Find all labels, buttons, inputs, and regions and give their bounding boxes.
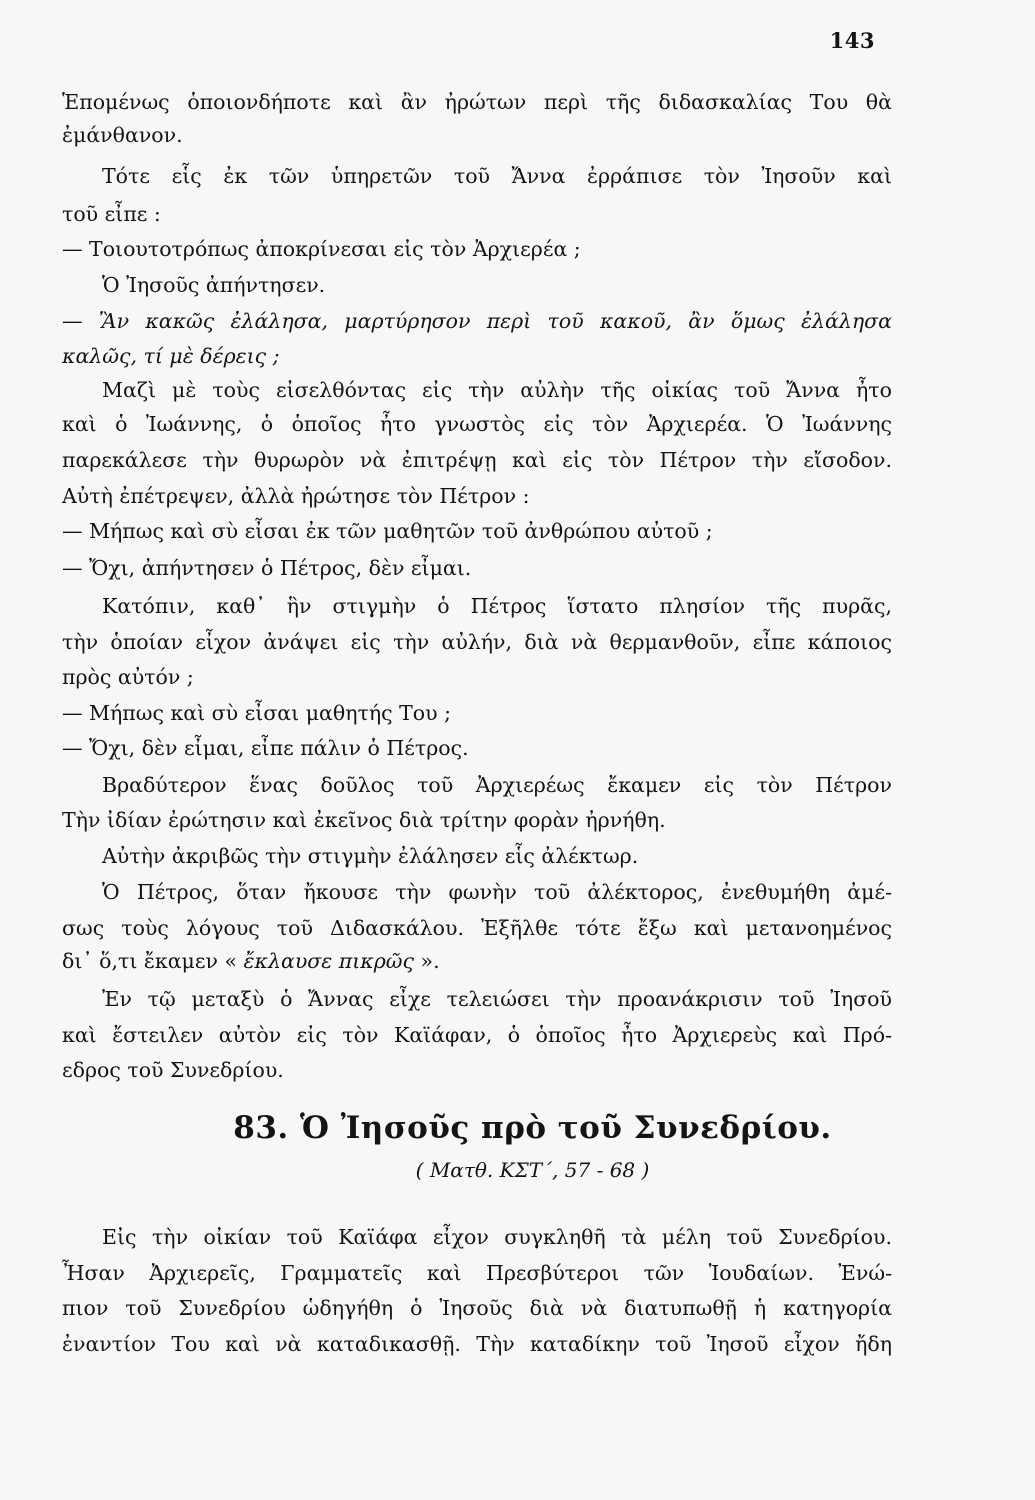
text-line: Ἦσαν Ἀρχιερεῖς, Γραμματεῖς καὶ Πρεσβύτεροι τῶν Ἰουδαίων. Ἐνώ-	[62, 1261, 892, 1285]
text-line: — Μήπως καὶ σὺ εἶσαι ἐκ τῶν μαθητῶν τοῦ ἀνθρώπου αὐτοῦ ;	[62, 519, 713, 543]
text-line: τοῦ εἶπε :	[62, 202, 161, 226]
italic-quote: Ἂν κακῶς ἐλάλησα, μαρτύρησον περὶ τοῦ κακοῦ, ἂν ὅμως ἐλάλησα	[98, 309, 892, 333]
page-number: 143	[829, 28, 875, 53]
text-line: ἐμάνθανον.	[62, 123, 183, 147]
text-line: — Μήπως καὶ σὺ εἶσαι μαθητής Του ;	[62, 701, 452, 725]
text-line: Τότε εἷς ἐκ τῶν ὑπηρετῶν τοῦ Ἄννα ἐρράπισε τὸν Ἰησοῦν καὶ	[102, 164, 892, 188]
text-line: Αὐτὴ ἐπέτρεψεν, ἀλλὰ ἠρώτησε τὸν Πέτρον :	[62, 484, 530, 508]
text-line: Ὁ Ἰησοῦς ἀπήντησεν.	[102, 273, 326, 297]
text-line: Ἑπομένως ὁποιονδήποτε καὶ ἂν ἠρώτων περὶ τῆς διδασκαλίας Του θὰ	[62, 90, 892, 114]
text-line: πιον τοῦ Συνεδρίου ὡδηγήθη ὁ Ἰησοῦς διὰ νὰ διατυπωθῇ ἡ κατηγορία	[62, 1296, 892, 1320]
text-line: ἐναντίον Του καὶ νὰ καταδικασθῇ. Τὴν καταδίκην τοῦ Ἰησοῦ εἶχον ἤδη	[62, 1332, 892, 1356]
text-line: παρεκάλεσε τὴν θυρωρὸν νὰ ἐπιτρέψῃ καὶ εἰς τὸν Πέτρον τὴν εἴσοδον.	[62, 448, 892, 472]
quote-intro: δι᾽ ὅ,τι ἔκαμεν «	[62, 949, 244, 973]
quote-close: ».	[414, 949, 440, 973]
text-line: Μαζὶ μὲ τοὺς εἰσελθόντας εἰς τὴν αὐλὴν τῆς οἰκίας τοῦ Ἄννα ἦτο	[102, 378, 892, 402]
text-line: εδρος τοῦ Συνεδρίου.	[62, 1058, 284, 1082]
text-line: σως τοὺς λόγους τοῦ Διδασκάλου. Ἐξῆλθε τότε ἔξω καὶ μετανοημένος	[62, 916, 892, 940]
text-line: Ἐν τῷ μεταξὺ ὁ Ἄννας εἶχε τελειώσει τὴν προανάκρισιν τοῦ Ἰησοῦ	[102, 987, 892, 1011]
dash: —	[62, 309, 99, 333]
text-line-italic-quote	[62, 307, 892, 335]
scripture-reference: ( Ματθ. ΚΣΤ΄, 57 - 68 )	[415, 1158, 650, 1182]
text-line: Ὁ Πέτρος, ὅταν ἤκουσε τὴν φωνὴν τοῦ ἀλέκτορος, ἐνεθυμήθη ἀμέ-	[102, 880, 892, 904]
text-line: Κατόπιν, καθ᾽ ἣν στιγμὴν ὁ Πέτρος ἵστατο πλησίον τῆς πυρᾶς,	[102, 594, 892, 618]
text-line-italic-quote: καλῶς, τί μὲ δέρεις ;	[62, 344, 280, 368]
text-line: καὶ ἔστειλεν αὐτὸν εἰς τὸν Καϊάφαν, ὁ ὁποῖος ἦτο Ἀρχιερεὺς καὶ Πρό-	[62, 1023, 892, 1047]
italic-quote: ἔκλαυσε πικρῶς	[243, 949, 415, 973]
text-line: Αὐτὴν ἀκριβῶς τὴν στιγμὴν ἐλάλησεν εἷς ἀλέκτωρ.	[102, 844, 639, 868]
text-line-italic-quote	[62, 947, 892, 975]
text-line: τὴν ὁποίαν εἶχον ἀνάψει εἰς τὴν αὐλήν, διὰ νὰ θερμανθοῦν, εἶπε κάποιος	[62, 630, 892, 654]
text-line: — Ὄχι, δὲν εἶμαι, εἶπε πάλιν ὁ Πέτρος.	[62, 736, 469, 760]
text-line: πρὸς αὐτόν ;	[62, 665, 194, 689]
section-heading: 83. Ὁ Ἰησοῦς πρὸ τοῦ Συνεδρίου.	[233, 1110, 832, 1146]
text-line: Τὴν ἰδίαν ἐρώτησιν καὶ ἐκεῖνος διὰ τρίτην φορὰν ἠρνήθη.	[62, 808, 666, 832]
text-line: — Ὄχι, ἀπήντησεν ὁ Πέτρος, δὲν εἶμαι.	[62, 556, 472, 580]
text-line: Βραδύτερον ἕνας δοῦλος τοῦ Ἀρχιερέως ἔκαμεν εἰς τὸν Πέτρον	[102, 773, 892, 797]
text-line: Εἰς τὴν οἰκίαν τοῦ Καϊάφα εἶχον συγκληθῆ τὰ μέλη τοῦ Συνεδρίου.	[102, 1225, 892, 1249]
text-line: — Τοιουτοτρόπως ἀποκρίνεσαι εἰς τὸν Ἀρχιερέα ;	[62, 237, 581, 261]
text-line: καὶ ὁ Ἰωάννης, ὁ ὁποῖος ἦτο γνωστὸς εἰς τὸν Ἀρχιερέα. Ὁ Ἰωάννης	[62, 412, 892, 436]
